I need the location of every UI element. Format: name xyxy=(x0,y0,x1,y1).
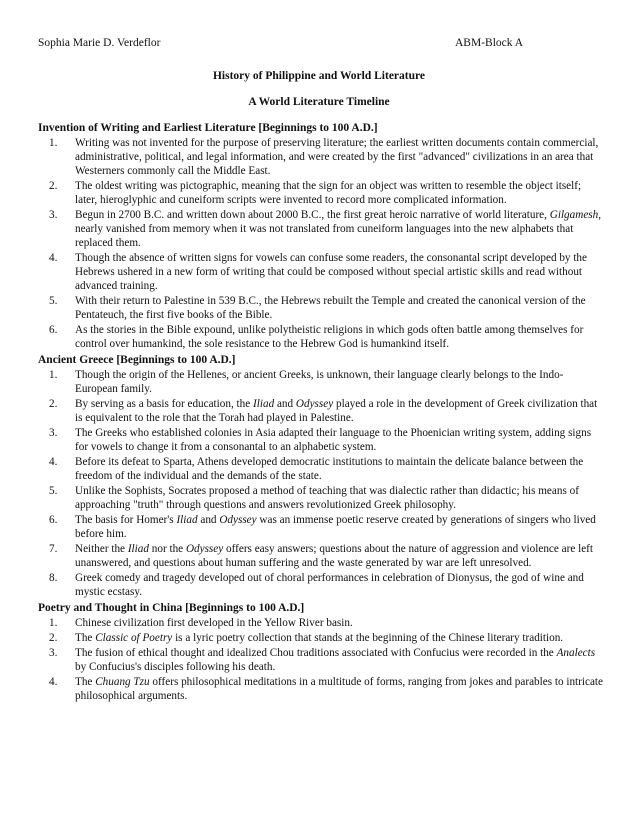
list-item-text: offers easy answers; questions about the nature of aggression and violence are left unanswered, and questions about human suffering and the waste generated by war are left unresolved. xyxy=(75,543,594,569)
list-item-text: Though the origin of the Hellenes, or ancient Greeks, is unknown, their language clearly belongs to the Indo-European family. xyxy=(75,369,564,395)
list-item-number: 6. xyxy=(49,324,58,336)
work-title: Iliad xyxy=(176,514,198,526)
list-item-text: By serving as a basis for education, the xyxy=(75,398,254,410)
work-title: Analects xyxy=(556,647,596,659)
list-item-text: nor the xyxy=(148,543,186,555)
list-item-text: The basis for Homer's xyxy=(75,514,177,526)
work-title: Odyssey xyxy=(295,398,334,410)
list-item-text: Greek comedy and tragedy developed out of choral performances in celebration of Dionysus, the god of wine and mystic ecstasy. xyxy=(75,572,584,598)
list-item-text: played a role in the development of Greek civilization that is equivalent to the role that the Torah had played in Palestine. xyxy=(75,398,598,424)
work-title: Iliad xyxy=(253,398,275,410)
list-item-text: Neither the xyxy=(75,543,128,555)
list-item xyxy=(38,323,604,351)
list-item-text: was an immense poetic reserve created by generations of singers who lived before him. xyxy=(75,514,596,540)
list-item-number: 4. xyxy=(49,252,58,264)
list-item-number: 2. xyxy=(49,398,58,410)
list-item-number: 2. xyxy=(49,632,58,644)
list-item-number: 3. xyxy=(49,647,58,659)
work-title: Chuang Tzu xyxy=(95,676,150,688)
work-title: Classic of Poetry xyxy=(95,632,173,644)
list-item xyxy=(38,455,604,483)
list-item-number: 4. xyxy=(49,456,58,468)
list-item-number: 3. xyxy=(49,209,58,221)
section-heading: Poetry and Thought in China [Beginnings to 100 A.D.] xyxy=(38,602,305,614)
list-item-text: With their return to Palestine in 539 B.C., the Hebrews rebuilt the Temple and created the canonical version of the Pentateuch, the first five books of the Bible. xyxy=(75,295,586,321)
work-title: Iliad xyxy=(127,543,149,555)
list-item-number: 1. xyxy=(49,369,58,381)
list-item-text: As the stories in the Bible expound, unlike polytheistic religions in which gods often battle among themselves for control over humankind, the sole resistance to the Hebrew God is humankind itself. xyxy=(75,324,584,350)
work-title: Odyssey xyxy=(219,514,257,526)
list-item-text: offers philosophical meditations in a multitude of forms, ranging from jokes and parables to intricate philosophical arguments. xyxy=(75,676,604,702)
list-item xyxy=(38,675,604,703)
class-block: ABM-Block A xyxy=(455,37,524,49)
section-heading: Invention of Writing and Earliest Literature [Beginnings to 100 A.D.] xyxy=(38,122,378,134)
list-item-text: Writing was not invented for the purpose of preserving literature; the earliest written documents contain commercial, administrative, political, and legal information, and were created by the first "advanced" civilizations in an area that Westerners commonly call the Middle East. xyxy=(75,137,599,177)
list-item xyxy=(38,397,604,425)
page-title: History of Philippine and World Literature xyxy=(212,70,426,82)
list-item-text: The fusion of ethical thought and idealized Chou traditions associated with Confucius were recorded in the xyxy=(75,647,557,659)
list-item-number: 6. xyxy=(49,514,58,526)
list-item-number: 5. xyxy=(49,485,58,497)
list-item xyxy=(38,646,604,674)
work-title: Gilgamesh xyxy=(549,209,599,221)
list-item-number: 1. xyxy=(49,137,58,149)
list-item-number: 3. xyxy=(49,427,58,439)
list-item-text: The xyxy=(75,676,96,688)
section-heading: Ancient Greece [Beginnings to 100 A.D.] xyxy=(38,354,236,366)
list-item xyxy=(38,513,604,541)
list-item-text: by Confucius's disciples following his death. xyxy=(75,661,276,673)
list-item-text: Begun in 2700 B.C. and written down about 2000 B.C., the first great heroic narrative of world literature, xyxy=(75,209,550,221)
section-list xyxy=(38,368,604,599)
timeline-content xyxy=(38,121,604,705)
page-subtitle: A World Literature Timeline xyxy=(248,96,390,108)
work-title: Odyssey xyxy=(185,543,224,555)
list-item-text: The xyxy=(75,632,96,644)
list-item-text: and xyxy=(274,398,296,410)
author-name: Sophia Marie D. Verdeflor xyxy=(38,37,161,49)
list-item-number: 1. xyxy=(49,617,58,629)
list-item xyxy=(38,251,604,293)
list-item-text: and xyxy=(197,514,220,526)
section-list xyxy=(38,616,604,703)
timeline-section xyxy=(38,601,604,703)
list-item-text: The oldest writing was pictographic, meaning that the sign for an object was written to resemble the object itself; later, hieroglyphic and cuneiform scripts were invented to record more complicated information. xyxy=(75,180,582,206)
list-item-number: 2. xyxy=(49,180,58,192)
list-item xyxy=(38,542,604,570)
list-item xyxy=(38,208,604,250)
list-item-text: Before its defeat to Sparta, Athens developed democratic institutions to maintain the delicate balance between the freedom of the individual and the demands of the state. xyxy=(75,456,584,482)
list-item-number: 8. xyxy=(49,572,58,584)
list-item-text: Unlike the Sophists, Socrates proposed a method of teaching that was dialectic rather than didactic; his means of approaching "truth" through questions and answers revolutionized Greek philosophy. xyxy=(75,485,579,511)
timeline-section xyxy=(38,353,604,599)
list-item-text: , nearly vanished from memory when it was not translated from cuneiform languages into the new alphabets that replaced them. xyxy=(75,209,602,249)
list-item xyxy=(38,179,604,207)
list-item-text: The Greeks who established colonies in Asia adapted their language to the Phoenician writing system, adding signs for vowels to change it from a consonantal to an alphabetic system. xyxy=(75,427,592,453)
list-item xyxy=(38,294,604,322)
section-list xyxy=(38,136,604,351)
list-item xyxy=(38,426,604,454)
list-item-text: Though the absence of written signs for vowels can confuse some readers, the consonantal script developed by the Hebrews ushered in a new form of writing that could be composed without special artistic skills and read without advanced training. xyxy=(75,252,587,292)
list-item-number: 4. xyxy=(49,676,58,688)
list-item-number: 7. xyxy=(49,543,58,555)
list-item xyxy=(38,368,604,396)
list-item-number: 5. xyxy=(49,295,58,307)
list-item xyxy=(38,631,604,645)
list-item xyxy=(38,484,604,512)
timeline-section xyxy=(38,121,604,351)
list-item-text: is a lyric poetry collection that stands at the beginning of the Chinese literary tradition. xyxy=(172,632,564,644)
list-item xyxy=(38,616,604,630)
list-item xyxy=(38,571,604,599)
list-item xyxy=(38,136,604,178)
list-item-text: Chinese civilization first developed in the Yellow River basin. xyxy=(75,617,353,629)
